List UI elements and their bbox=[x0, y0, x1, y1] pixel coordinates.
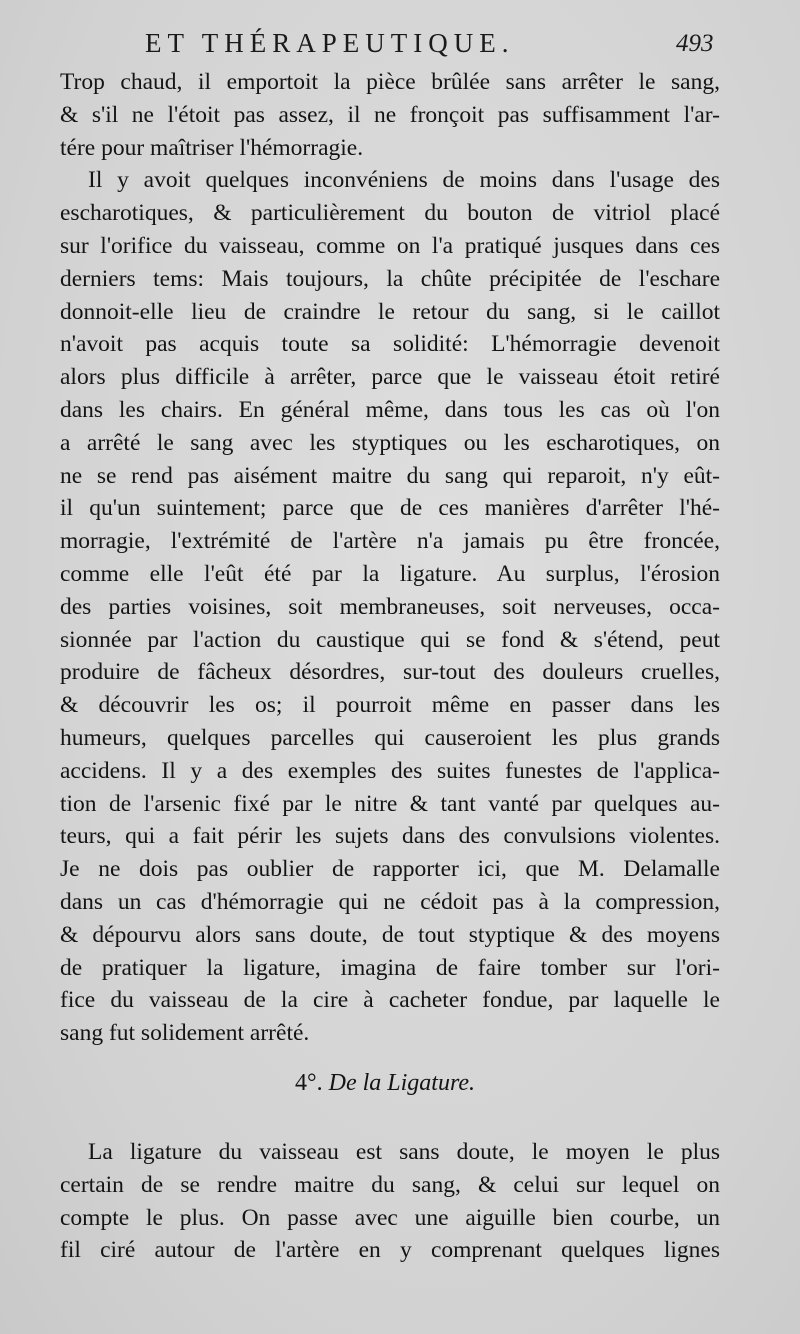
text-line: Je ne dois pas oublier de rapporter ici, que M. Delamalle bbox=[60, 856, 720, 883]
text-line: accidens. Il y a des exemples des suites funestes de l'applica- bbox=[60, 757, 720, 784]
text-line: derniers tems: Mais toujours, la chûte précipitée de l'eschare bbox=[60, 265, 720, 292]
text-line: tére pour maîtriser l'hémorragie. bbox=[60, 134, 364, 161]
text-line: escharotiques, & particulièrement du bouton de vitriol placé bbox=[60, 200, 720, 227]
text-line: n'avoit pas acquis toute sa solidité: L'hémorragie devenoit bbox=[60, 331, 720, 358]
text-line: teurs, qui a fait périr les sujets dans des convulsions violentes. bbox=[60, 823, 720, 850]
text-line: tion de l'arsenic fixé par le nitre & tant vanté par quelques au- bbox=[60, 790, 720, 817]
text-line: & découvrir les os; il pourroit même en passer dans les bbox=[60, 692, 720, 719]
text-line: il qu'un suintement; parce que de ces manières d'arrêter l'hé- bbox=[60, 495, 720, 522]
text-line: & dépourvu alors sans doute, de tout styptique & des moyens bbox=[60, 921, 720, 948]
text-line: certain de se rendre maitre du sang, & celui sur lequel on bbox=[60, 1171, 720, 1198]
text-line: fil ciré autour de l'artère en y comprenant quelques lignes bbox=[60, 1237, 720, 1264]
text-line: compte le plus. On passe avec une aiguille bien courbe, un bbox=[60, 1204, 720, 1231]
text-line: ne se rend pas aisément maitre du sang qui reparoit, n'y eût- bbox=[60, 462, 720, 489]
text-line: & s'il ne l'étoit pas assez, il ne fronçoit pas suffisamment l'ar- bbox=[60, 101, 720, 128]
text-line: comme elle l'eût été par la ligature. Au surplus, l'érosion bbox=[60, 560, 720, 587]
text-line: La ligature du vaisseau est sans doute, le moyen le plus bbox=[88, 1138, 720, 1165]
text-line: des parties voisines, soit membraneuses, soit nerveuses, occa- bbox=[60, 593, 720, 620]
running-title: ET THÉRAPEUTIQUE. bbox=[145, 28, 515, 58]
text-line: alors plus difficile à arrêter, parce que le vaisseau étoit retiré bbox=[60, 364, 720, 391]
text-line: Trop chaud, il emportoit la pièce brûlée sans arrêter le sang, bbox=[60, 69, 720, 95]
page-number: 493 bbox=[676, 30, 714, 57]
section-heading bbox=[295, 1070, 475, 1097]
text-line: dans un cas d'hémorragie qui ne cédoit pas à la compression, bbox=[60, 888, 720, 915]
page-header bbox=[0, 26, 800, 66]
text-line: morragie, l'extrémité de l'artère n'a jamais pu être froncée, bbox=[60, 528, 720, 555]
paragraph-2 bbox=[60, 164, 720, 1050]
text-line: produire de fâcheux désordres, sur-tout des douleurs cruelles, bbox=[60, 659, 720, 686]
text-line: sionnée par l'action du caustique qui se fond & s'étend, peut bbox=[60, 626, 720, 653]
text-line: de pratiquer la ligature, imagina de faire tomber sur l'ori- bbox=[60, 954, 720, 981]
text-line: donnoit-elle lieu de craindre le retour du sang, si le caillot bbox=[60, 298, 720, 325]
section-title: De la Ligature. bbox=[328, 1069, 476, 1096]
text-line: humeurs, quelques parcelles qui causeroient les plus grands bbox=[60, 724, 720, 751]
section-heading-block bbox=[60, 1050, 720, 1136]
paragraph-3 bbox=[60, 1136, 720, 1267]
body-text bbox=[60, 66, 720, 1267]
text-line: dans les chairs. En général même, dans tous les cas où l'on bbox=[60, 396, 720, 423]
text-line: sur l'orifice du vaisseau, comme on l'a pratiqué jusques dans ces bbox=[60, 232, 720, 259]
paragraph-1 bbox=[60, 66, 720, 164]
text-line: sang fut solidement arrêté. bbox=[60, 1020, 310, 1047]
text-line: Il y avoit quelques inconvéniens de moins dans l'usage des bbox=[88, 167, 720, 194]
text-line: fice du vaisseau de la cire à cacheter fondue, par laquelle le bbox=[60, 987, 720, 1014]
text-line: a arrêté le sang avec les styptiques ou les escharotiques, on bbox=[60, 429, 720, 456]
section-number: 4°. bbox=[295, 1069, 323, 1096]
